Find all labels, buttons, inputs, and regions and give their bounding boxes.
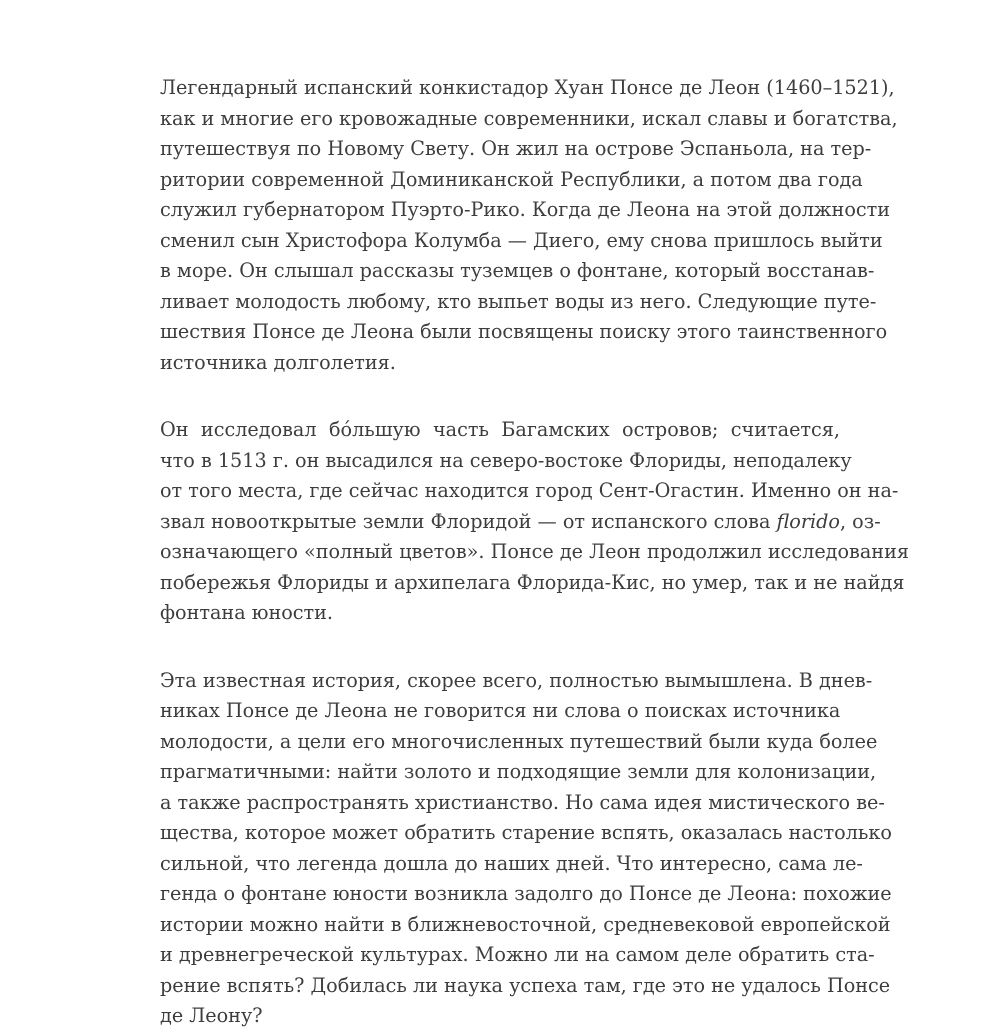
paragraph-3 [160,666,892,1032]
text-line: шествия Понсе де Леона были посвящены поиску этого таинственного [160,320,888,343]
text-line: а также распространять христианство. Но сама идея мистического ве- [160,790,885,814]
document-page [160,73,909,1032]
text-line: ритории современной Доминиканской Республики, а потом два года [160,167,863,191]
text-line: Легендарный испанский конкистадор Хуан Понсе де Леон (1460–1521), [160,76,895,99]
italic-term: florido [776,509,840,533]
text-line: источника долголетия. [160,350,396,374]
text-segment: звал новооткрытые земли Флоридой — от испанского слова [160,509,777,533]
paragraph-1 [160,73,898,378]
text-line: генда о фонтане юности возникла задолго до Понсе де Леона: похожие [160,882,892,905]
text-line: Эта известная история, скорее всего, полностью вымышлена. В днев- [160,668,873,692]
paragraph-gap [160,629,840,666]
text-line: ливает молодость любому, кто выпьет воды из него. Следующие путе- [160,289,877,313]
text-line: сменил сын Христофора Колумба — Диего, ему снова пришлось выйти [160,228,883,252]
text-line: фонтана юности. [160,601,334,624]
text-line-with-italic [160,507,881,538]
text-line: как и многие его кровожадные современники, искал славы и богатства, [160,106,898,130]
text-line: от того места, где сейчас находится город Сент-Огастин. Именно он на- [160,479,899,502]
text-line: означающего «полный цветов». Понсе де Леон продолжил исследования [160,540,909,563]
text-line: Он исследовал бóльшую часть Багамских островов; считается, [160,418,840,441]
text-line: истории можно найти в ближневосточной, средневековой европейской [160,912,891,936]
text-segment: , оз- [839,509,881,533]
text-line: побережья Флориды и архипелага Флорида-Кис, но умер, так и не найдя [160,570,905,594]
text-line: никах Понсе де Леона не говорится ни слова о поисках источника [160,699,841,722]
text-line: де Леону? [160,1004,263,1027]
text-line: щества, которое может обратить старение вспять, оказалась настолько [160,821,892,844]
paragraph-gap [160,378,840,415]
text-line: сильной, что легенда дошла до наших дней. Что интересно, сама ле- [160,851,863,875]
body-text [160,73,909,1032]
paragraph-2 [160,415,909,629]
text-line: путешествуя по Новому Свету. Он жил на острове Эспаньола, на тер- [160,137,872,160]
text-line: рение вспять? Добилась ли наука успеха там, где это не удалось Понсе [160,973,891,997]
text-line: молодости, а цели его многочисленных путешествий были куда более [160,729,878,753]
text-line: и древнегреческой культурах. Можно ли на самом деле обратить ста- [160,943,875,966]
text-line: что в 1513 г. он высадился на северо-востоке Флориды, неподалеку [160,448,852,472]
text-line: прагматичными: найти золото и подходящие земли для колонизации, [160,760,877,783]
text-line: служил губернатором Пуэрто-Рико. Когда де Леона на этой должности [160,198,891,221]
text-line: в море. Он слышал рассказы туземцев о фонтане, который восстанав- [160,259,875,282]
